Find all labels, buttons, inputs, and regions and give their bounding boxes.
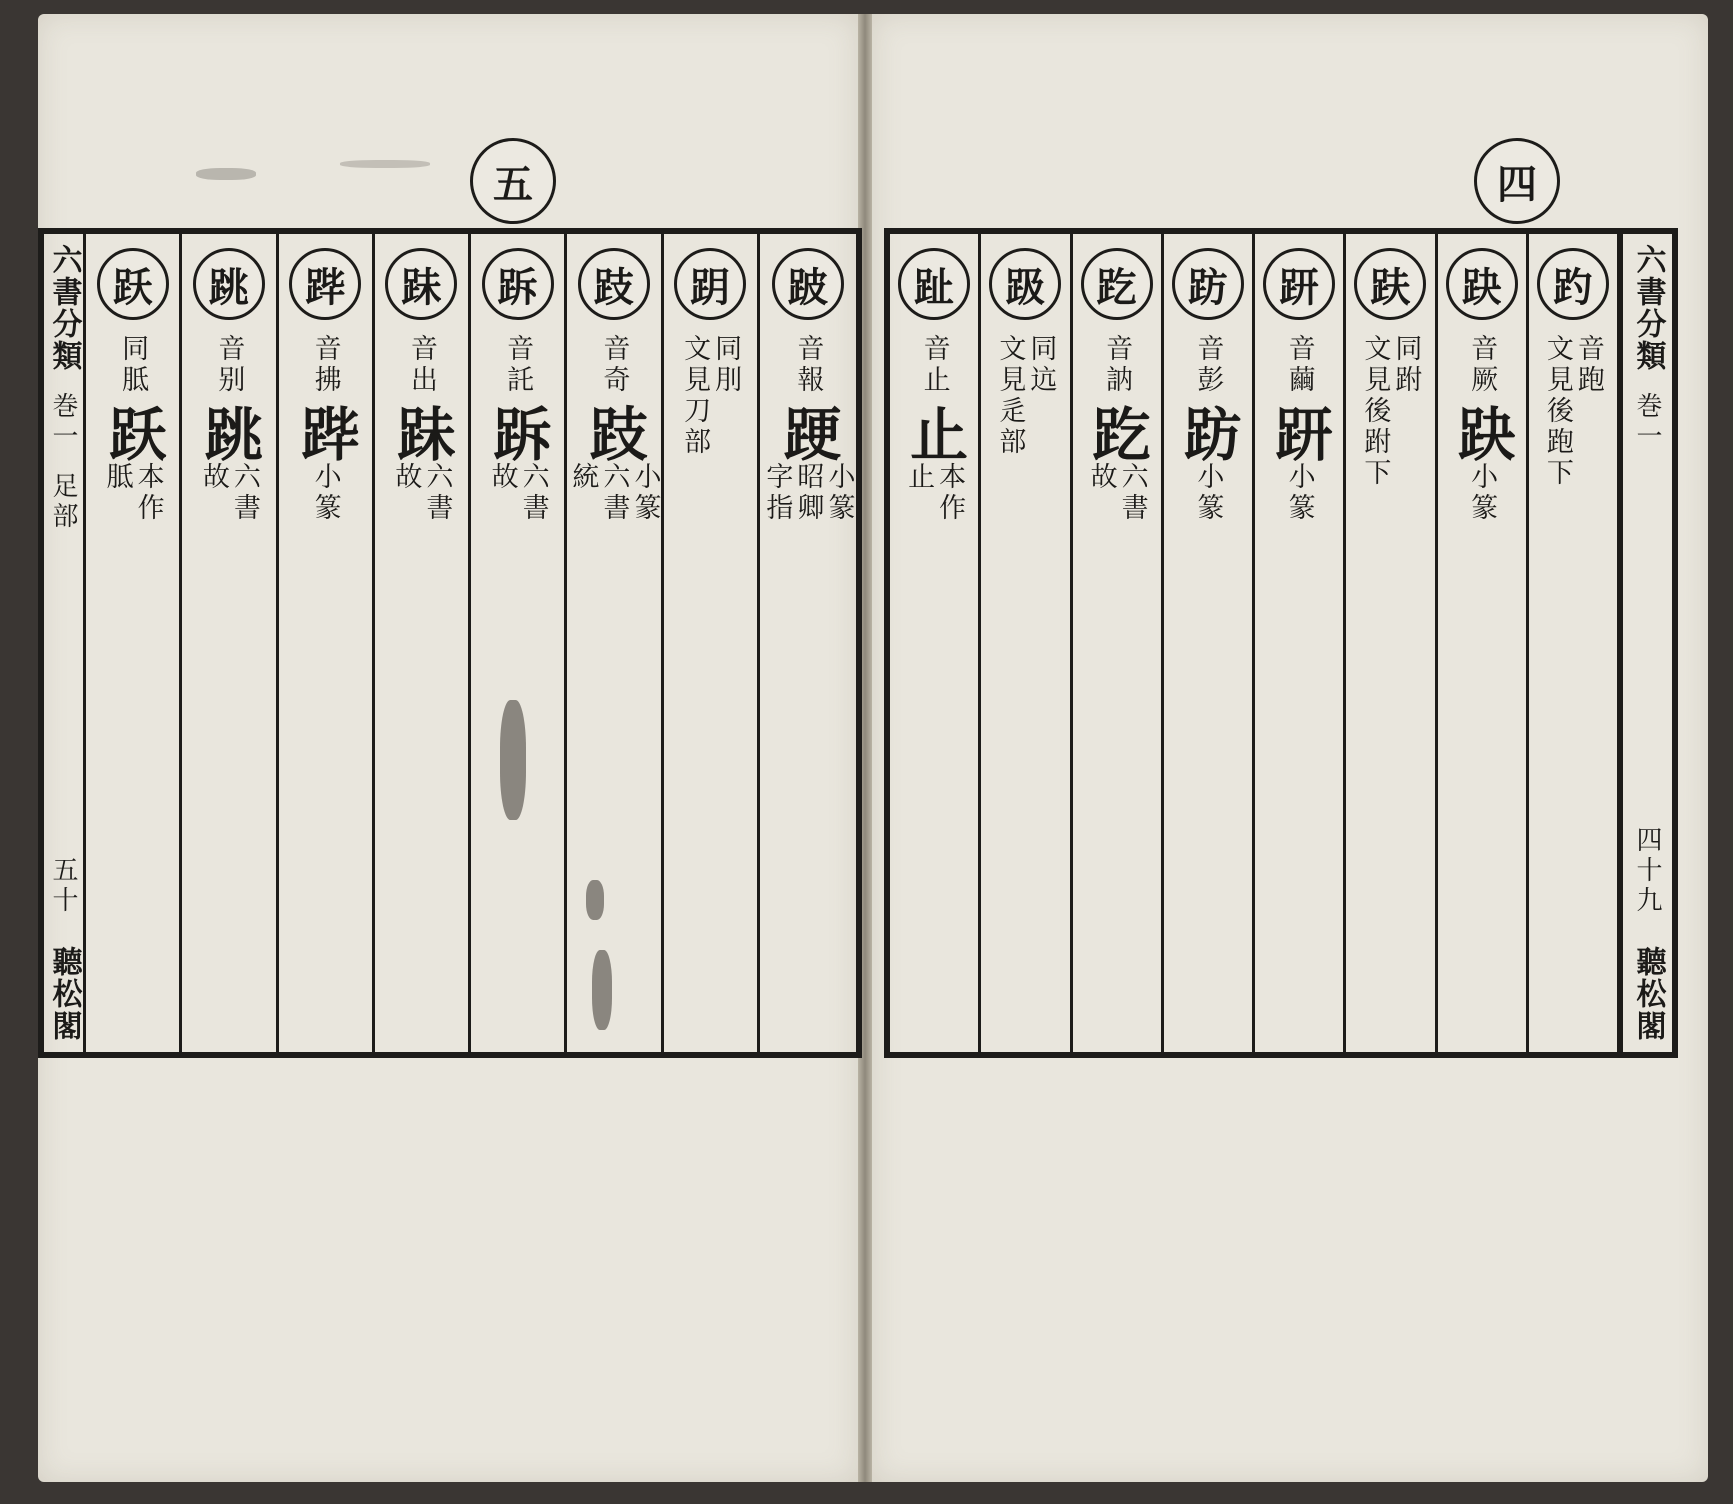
- entry-head-char: 跳: [193, 248, 265, 320]
- entry-gloss: 同跗 文見後跗下: [1359, 334, 1422, 489]
- ink-smudge: [592, 950, 612, 1030]
- entry-note: 六書 故: [1085, 462, 1148, 524]
- right-entry-8: [890, 234, 981, 1052]
- left-margin-volume: 巻一: [48, 392, 78, 452]
- ink-smudge: [586, 880, 604, 920]
- entry-seal-form: 𨁈: [773, 404, 842, 462]
- left-margin-column: [44, 234, 86, 1052]
- entry-head-char: 跛: [772, 248, 844, 320]
- entry-seal-form: 跂: [579, 404, 648, 462]
- left-margin-section: 足部: [48, 472, 78, 532]
- entry-gloss: 音託: [502, 334, 534, 396]
- entry-note: 本作 止: [903, 462, 966, 524]
- entry-gloss: 音報: [792, 334, 824, 396]
- entry-note: 小篆: [309, 462, 341, 524]
- left-entry-3: [567, 234, 663, 1052]
- ink-smudge: [500, 700, 526, 820]
- entry-seal-form: 趼: [1265, 404, 1334, 462]
- entry-seal-form: 跅: [483, 404, 552, 462]
- left-entry-1: [760, 234, 856, 1052]
- right-margin-column: [1620, 234, 1672, 1052]
- entry-note: 小篆: [1283, 462, 1315, 524]
- right-margin-publisher: 聽松閣: [1630, 946, 1666, 1042]
- entry-note: 六書 故: [197, 462, 260, 524]
- entry-head-char: 趼: [1263, 248, 1335, 320]
- entry-note: 小篆 六書 統: [567, 462, 661, 524]
- entry-note: 六書 故: [390, 462, 453, 524]
- right-margin-title: 六書分類: [1630, 244, 1666, 372]
- entry-head-char: 趿: [989, 248, 1061, 320]
- left-entry-2: [664, 234, 760, 1052]
- entry-head-char: 跀: [674, 248, 746, 320]
- left-entry-6: [279, 234, 375, 1052]
- left-entry-4: [471, 234, 567, 1052]
- entry-gloss: 同迒 文見辵部: [994, 334, 1057, 458]
- entry-gloss: 音訥: [1101, 334, 1133, 396]
- entry-seal-form: 跃: [98, 404, 167, 462]
- entry-gloss: 同刖 文見刀部: [679, 334, 742, 458]
- right-page-number: 四: [1474, 138, 1560, 224]
- entry-seal-form: 止: [900, 404, 969, 462]
- entry-head-char: 趺: [1354, 248, 1426, 320]
- entry-note: 六書 故: [486, 462, 549, 524]
- left-entry-7: [182, 234, 278, 1052]
- entry-gloss: 音繭: [1283, 334, 1315, 396]
- right-entry-grid: [884, 228, 1678, 1058]
- entry-gloss: 音出: [405, 334, 437, 396]
- entry-gloss: 音跑 文見後跑下: [1541, 334, 1604, 489]
- entry-head-char: 趵: [1537, 248, 1609, 320]
- right-entry-1: [1529, 234, 1620, 1052]
- right-entry-2: [1438, 234, 1529, 1052]
- entry-gloss: 音止: [918, 334, 950, 396]
- entry-note: 本作 胝: [101, 462, 164, 524]
- entry-head-char: 跂: [578, 248, 650, 320]
- entry-head-char: 趾: [898, 248, 970, 320]
- entry-head-char: 趹: [1446, 248, 1518, 320]
- left-entry-5: [375, 234, 471, 1052]
- ink-smudge: [340, 160, 430, 168]
- entry-gloss: 音厥: [1466, 334, 1498, 396]
- right-margin-volume: 巻一: [1632, 392, 1662, 452]
- right-entry-7: [981, 234, 1072, 1052]
- entry-seal-form: 趹: [1447, 404, 1516, 462]
- right-entry-5: [1164, 234, 1255, 1052]
- entry-seal-form: 趽: [1173, 404, 1242, 462]
- entry-seal-form: 跊: [387, 404, 456, 462]
- entry-head-char: 跸: [289, 248, 361, 320]
- left-margin-publisher: 聽松閣: [46, 946, 82, 1042]
- left-margin-leaf: 五十: [48, 856, 78, 916]
- right-margin-leaf: 四十九: [1632, 826, 1662, 916]
- ink-smudge: [196, 168, 256, 180]
- entry-gloss: 音拂: [309, 334, 341, 396]
- entry-head-char: 跊: [385, 248, 457, 320]
- entry-seal-form: 跸: [291, 404, 360, 462]
- right-entry-3: [1346, 234, 1437, 1052]
- right-entry-6: [1073, 234, 1164, 1052]
- entry-gloss: 音别: [213, 334, 245, 396]
- entry-seal-form: 趷: [1082, 404, 1151, 462]
- left-page-number: 五: [470, 138, 556, 224]
- entry-head-char: 趽: [1172, 248, 1244, 320]
- entry-note: 小篆: [1192, 462, 1224, 524]
- entry-head-char: 跅: [482, 248, 554, 320]
- entry-note: 小篆: [1466, 462, 1498, 524]
- entry-note: 小篆 昭卿 字指: [761, 462, 855, 524]
- entry-head-char: 跃: [97, 248, 169, 320]
- entry-head-char: 趷: [1081, 248, 1153, 320]
- left-entry-8: [86, 234, 182, 1052]
- left-margin-title: 六書分類: [46, 244, 82, 372]
- entry-gloss: 同胝: [117, 334, 149, 396]
- entry-seal-form: 跳: [194, 404, 263, 462]
- entry-gloss: 音彭: [1192, 334, 1224, 396]
- right-entry-4: [1255, 234, 1346, 1052]
- entry-gloss: 音奇: [598, 334, 630, 396]
- left-entry-grid: [38, 228, 862, 1058]
